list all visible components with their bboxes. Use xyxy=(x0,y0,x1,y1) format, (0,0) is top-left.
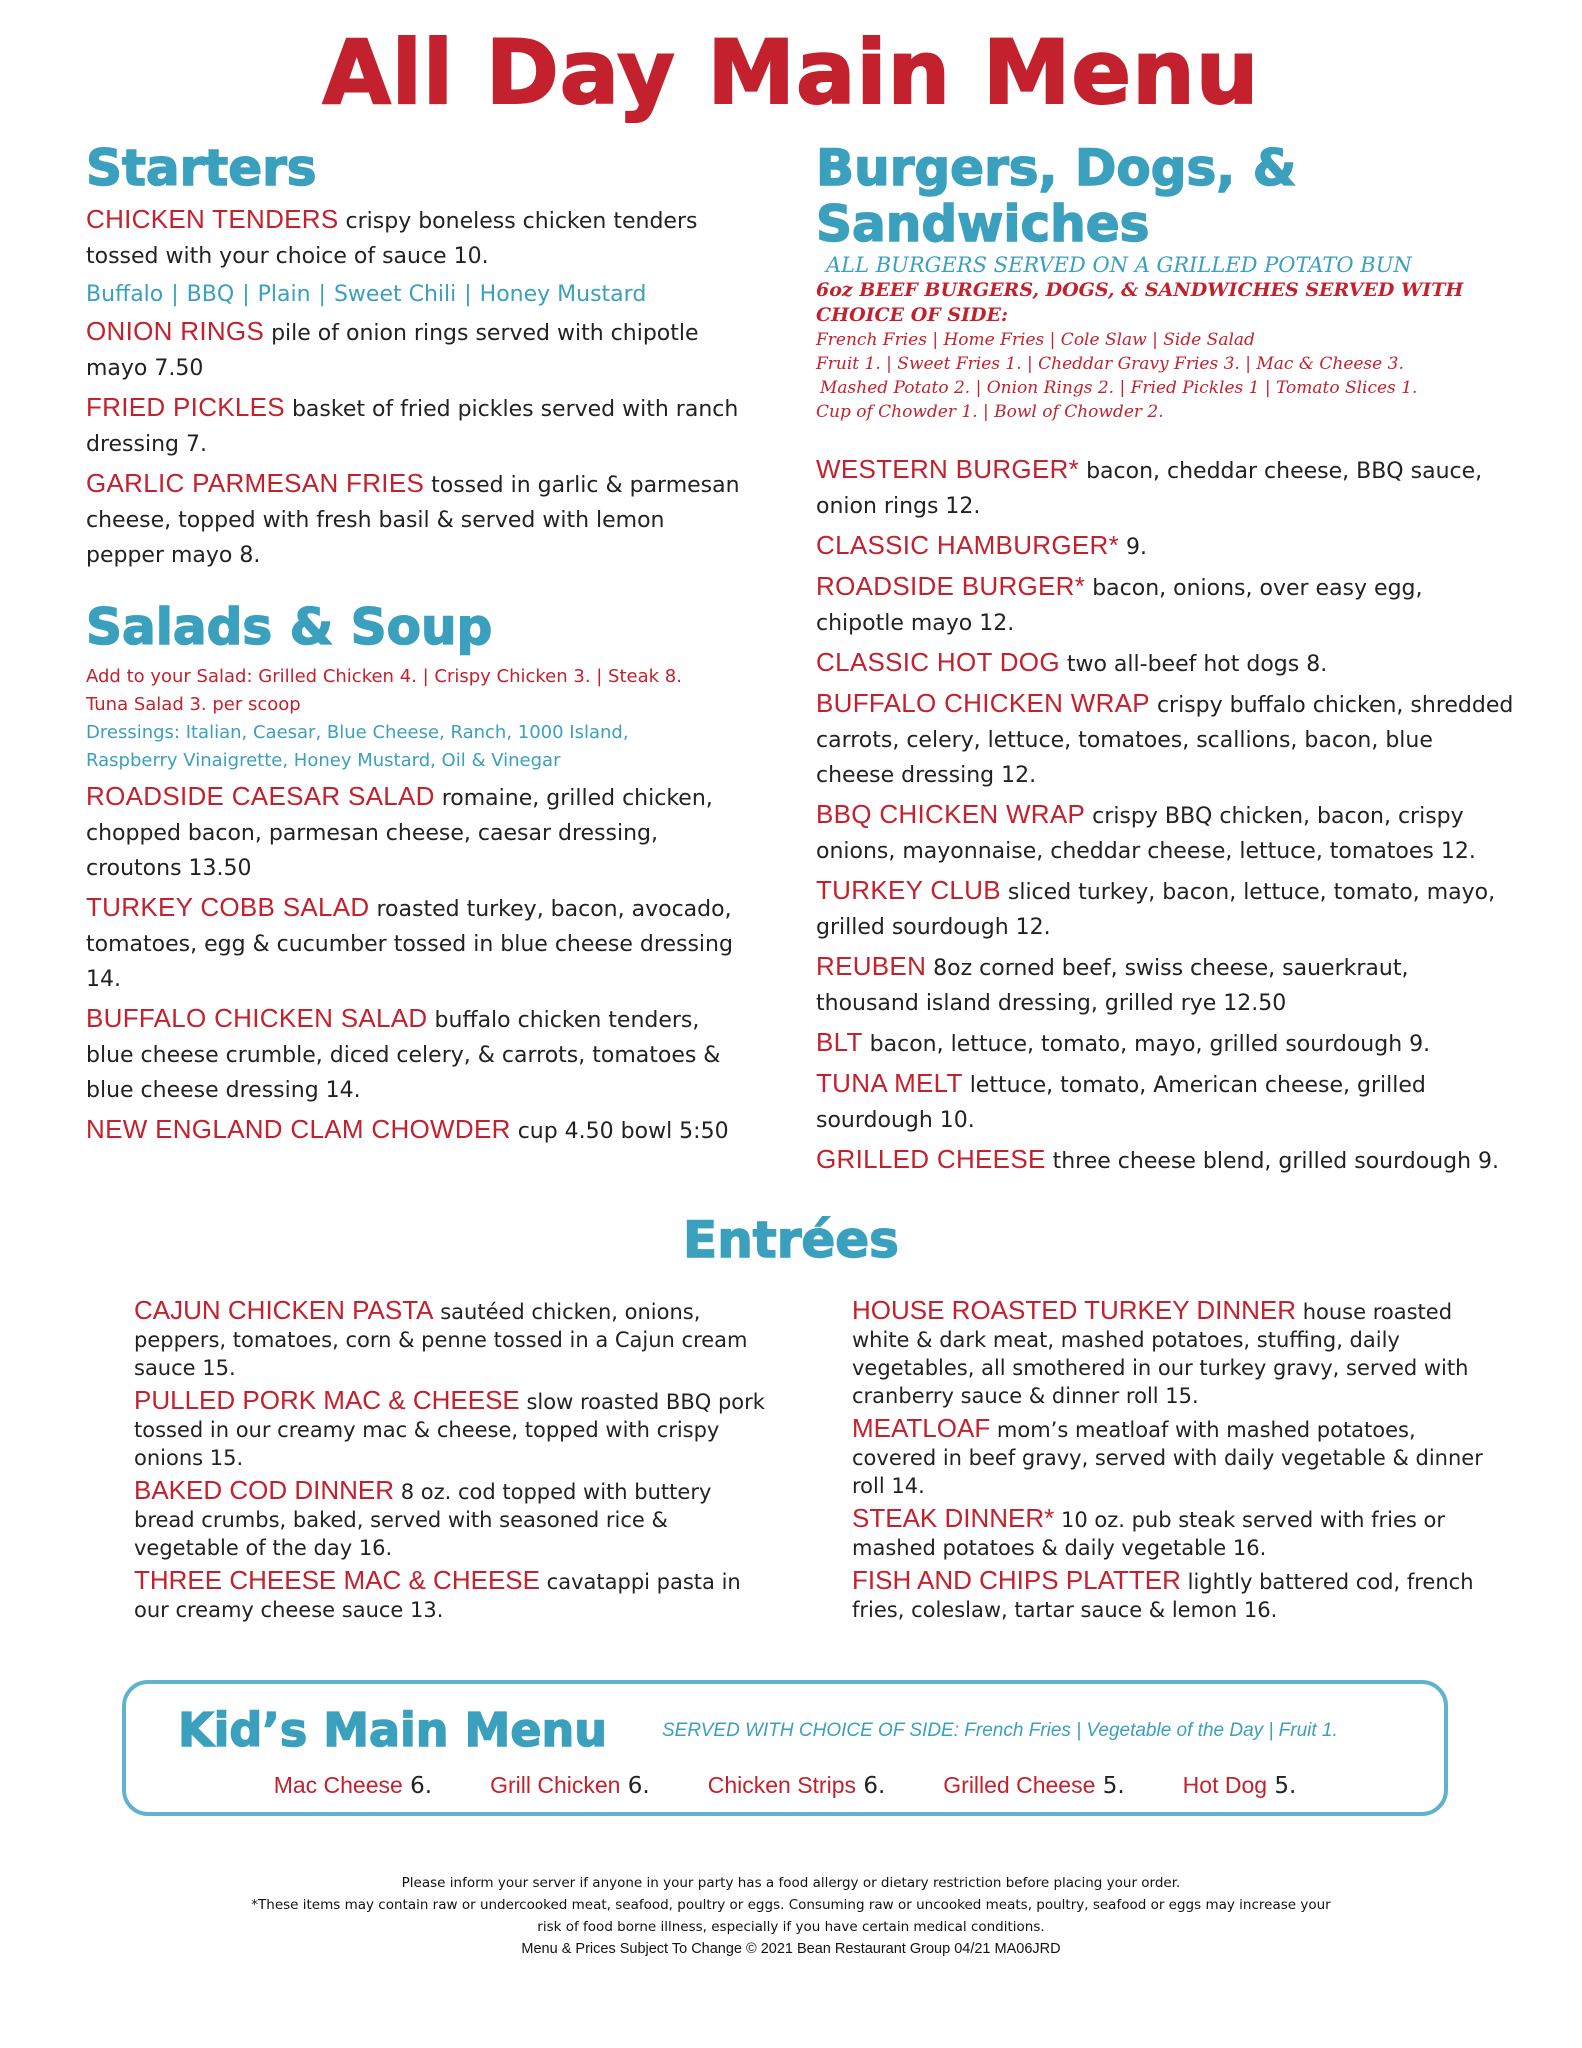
kids-side-note: SERVED WITH CHOICE OF SIDE: French Fries | Vegetable of the Day | Fruit 1. xyxy=(662,1720,1338,1741)
sides-list: French Fries | Home Fries | Cole Slaw | Side Salad xyxy=(816,330,1255,350)
kids-item: Mac Cheese 6. xyxy=(273,1772,433,1799)
item-name: TURKEY CLUB xyxy=(816,875,1001,905)
item-desc: tossed in garlic & parmesan cheese, topped with fresh basil & served with lemon pepper mayo 8. xyxy=(86,473,740,568)
entrees-right xyxy=(852,1296,1492,1628)
kids-menu-box xyxy=(122,1680,1448,1816)
salads-heading: Salads & Soup xyxy=(86,598,493,656)
item-name: CHICKEN TENDERS xyxy=(86,204,339,234)
item-desc: buffalo chicken tenders, blue cheese crumble, diced celery, & carrots, tomatoes & blue cheese dressing 14. xyxy=(86,1008,721,1103)
menu-item xyxy=(134,1566,774,1624)
item-desc: house roasted white & dark meat, mashed potatoes, stuffing, daily vegetables, all smothered in our turkey gravy, served with cranberry sauce & dinner roll 15. xyxy=(852,1300,1469,1408)
menu-item xyxy=(86,1001,746,1108)
item-desc: cavatappi pasta in our creamy cheese sauce 13. xyxy=(134,1570,741,1622)
raw-food-warning: *These items may contain raw or undercooked meat, seafood, poultry or eggs. Consuming raw or uncooked meats, poultry, seafood or eggs may increase your xyxy=(251,1897,1331,1913)
dressings-2: Raspberry Vinaigrette, Honey Mustard, Oil & Vinegar xyxy=(86,750,561,771)
sauce-options: Buffalo | BBQ | Plain | Sweet Chili | Honey Mustard xyxy=(86,282,647,307)
item-desc: three cheese blend, grilled sourdough 9. xyxy=(1052,1149,1500,1174)
item-desc: 9. xyxy=(1126,535,1148,560)
item-name: STEAK DINNER* xyxy=(852,1503,1055,1533)
item-name: FISH AND CHIPS PLATTER xyxy=(852,1565,1181,1595)
item-desc: sliced turkey, bacon, lettuce, tomato, mayo, grilled sourdough 12. xyxy=(816,880,1496,940)
kids-item: Grill Chicken 6. xyxy=(490,1772,650,1799)
item-desc: 8oz corned beef, swiss cheese, sauerkraut, thousand island dressing, grilled rye 12.50 xyxy=(816,956,1409,1016)
menu-item xyxy=(852,1566,1492,1624)
item-name: TURKEY COBB SALAD xyxy=(86,892,370,922)
menu-item xyxy=(816,797,1516,869)
right-column xyxy=(816,140,1516,1183)
item-desc: crispy BBQ chicken, bacon, crispy onions, mayonnaise, cheddar cheese, lettuce, tomatoes 12. xyxy=(816,804,1476,864)
item-desc: crispy boneless chicken tenders tossed with your choice of sauce 10. xyxy=(86,209,698,269)
item-desc: pile of onion rings served with chipotle mayo 7.50 xyxy=(86,321,699,381)
item-desc: mom’s meatloaf with mashed potatoes, covered in beef gravy, served with daily vegetable & dinner roll 14. xyxy=(852,1418,1483,1498)
menu-item xyxy=(816,645,1516,682)
starters-section xyxy=(86,202,746,573)
item-desc: lightly battered cod, french fries, coleslaw, tartar sauce & lemon 16. xyxy=(852,1570,1474,1622)
menu-item xyxy=(816,569,1516,641)
burgers-heading: Burgers, Dogs, & Sandwiches xyxy=(816,139,1297,253)
item-desc: bacon, cheddar cheese, BBQ sauce, onion rings 12. xyxy=(816,459,1483,519)
salads-section xyxy=(86,663,746,1149)
dressings: Dressings: Italian, Caesar, Blue Cheese, Ranch, 1000 Island, xyxy=(86,722,629,743)
item-name: NEW ENGLAND CLAM CHOWDER xyxy=(86,1114,511,1144)
footer xyxy=(0,1872,1582,1960)
item-name: BLT xyxy=(816,1027,863,1057)
item-desc: roasted turkey, bacon, avocado, tomatoes, egg & cucumber tossed in blue cheese dressing 14. xyxy=(86,897,733,992)
item-name: REUBEN xyxy=(816,951,927,981)
kids-items xyxy=(126,1772,1444,1799)
item-name: CLASSIC HAMBURGER* xyxy=(816,530,1120,560)
item-name: ROADSIDE BURGER* xyxy=(816,571,1086,601)
menu-item xyxy=(86,202,746,274)
item-name: CAJUN CHICKEN PASTA xyxy=(134,1295,434,1325)
item-desc: crispy buffalo chicken, shredded carrots, celery, lettuce, tomatoes, scallions, bacon, blue cheese dressing 12. xyxy=(816,693,1514,788)
sides-list: Cup of Chowder 1. | Bowl of Chowder 2. xyxy=(816,402,1164,422)
item-desc: 8 oz. cod topped with buttery bread crumbs, baked, served with seasoned rice & vegetable of the day 16. xyxy=(134,1480,712,1560)
item-name: MEATLOAF xyxy=(852,1413,991,1443)
menu-item xyxy=(816,528,1516,565)
starters-heading: Starters xyxy=(86,139,317,197)
item-name: GARLIC PARMESAN FRIES xyxy=(86,468,425,498)
menu-item xyxy=(852,1296,1492,1410)
menu-item xyxy=(852,1414,1492,1500)
menu-item xyxy=(816,686,1516,793)
menu-item xyxy=(134,1386,774,1472)
menu-item xyxy=(86,890,746,997)
item-desc: bacon, lettuce, tomato, mayo, grilled sourdough 9. xyxy=(869,1032,1431,1057)
menu-item xyxy=(816,1142,1516,1179)
item-desc: sautéed chicken, onions, peppers, tomatoes, corn & penne tossed in a Cajun cream sauce 15. xyxy=(134,1300,748,1380)
sides-list: Fruit 1. | Sweet Fries 1. | Cheddar Gravy Fries 3. | Mac & Cheese 3. xyxy=(816,354,1404,374)
menu-item xyxy=(816,949,1516,1021)
menu-item xyxy=(816,1066,1516,1138)
item-name: FRIED PICKLES xyxy=(86,392,285,422)
salad-addons: Add to your Salad: Grilled Chicken 4. | Crispy Chicken 3. | Steak 8. xyxy=(86,666,682,687)
raw-food-warning-2: risk of food borne illness, especially if you have certain medical conditions. xyxy=(537,1919,1045,1935)
kids-item: Grilled Cheese 5. xyxy=(943,1772,1125,1799)
menu-title: All Day Main Menu xyxy=(322,21,1260,124)
item-name: GRILLED CHEESE xyxy=(816,1144,1046,1174)
menu-item xyxy=(134,1476,774,1562)
entrees-left xyxy=(134,1296,774,1628)
allergy-notice: Please inform your server if anyone in your party has a food allergy or dietary restriction before placing your order. xyxy=(401,1875,1181,1891)
menu-item xyxy=(816,452,1516,524)
item-name: CLASSIC HOT DOG xyxy=(816,647,1060,677)
menu-item xyxy=(86,779,746,886)
item-name: BUFFALO CHICKEN SALAD xyxy=(86,1003,428,1033)
burgers-section xyxy=(816,452,1516,1179)
salad-addons-2: Tuna Salad 3. per scoop xyxy=(86,694,301,715)
side-note: 6oz BEEF BURGERS, DOGS, & SANDWICHES SERVED WITH CHOICE OF SIDE: xyxy=(816,279,1464,326)
item-desc: two all-beef hot dogs 8. xyxy=(1066,652,1328,677)
item-desc: romaine, grilled chicken, chopped bacon, parmesan cheese, caesar dressing, croutons 13.50 xyxy=(86,786,713,881)
item-name: BBQ CHICKEN WRAP xyxy=(816,799,1086,829)
item-name: THREE CHEESE MAC & CHEESE xyxy=(134,1565,540,1595)
kids-item: Chicken Strips 6. xyxy=(707,1772,886,1799)
kids-heading: Kid’s Main Menu xyxy=(178,1703,608,1757)
item-name: BAKED COD DINNER xyxy=(134,1475,395,1505)
item-name: ROADSIDE CAESAR SALAD xyxy=(86,781,435,811)
item-name: ONION RINGS xyxy=(86,316,265,346)
left-column xyxy=(86,140,746,1153)
menu-item xyxy=(86,314,746,386)
kids-item: Hot Dog 5. xyxy=(1182,1772,1297,1799)
menu-item xyxy=(816,1025,1516,1062)
item-desc: bacon, onions, over easy egg, chipotle mayo 12. xyxy=(816,576,1423,636)
item-desc: lettuce, tomato, American cheese, grilled sourdough 10. xyxy=(816,1073,1426,1133)
menu-item xyxy=(86,390,746,462)
item-name: BUFFALO CHICKEN WRAP xyxy=(816,688,1150,718)
sides-list: Mashed Potato 2. | Onion Rings 2. | Fried Pickles 1 | Tomato Slices 1. xyxy=(820,378,1418,398)
item-desc: cup 4.50 bowl 5:50 xyxy=(517,1119,729,1144)
item-name: TUNA MELT xyxy=(816,1068,963,1098)
item-desc: basket of fried pickles served with ranch dressing 7. xyxy=(86,397,739,457)
copyright: Menu & Prices Subject To Change © 2021 Bean Restaurant Group 04/21 MA06JRD xyxy=(521,1941,1061,1957)
item-name: HOUSE ROASTED TURKEY DINNER xyxy=(852,1295,1297,1325)
item-name: PULLED PORK MAC & CHEESE xyxy=(134,1385,520,1415)
item-name: WESTERN BURGER* xyxy=(816,454,1080,484)
entrees-heading: Entrées xyxy=(683,1211,899,1269)
item-desc: 10 oz. pub steak served with fries or mashed potatoes & daily vegetable 16. xyxy=(852,1508,1445,1560)
menu-item xyxy=(86,1112,746,1149)
menu-item xyxy=(86,466,746,573)
item-desc: slow roasted BBQ pork tossed in our creamy mac & cheese, topped with crispy onions 15. xyxy=(134,1390,765,1470)
menu-item xyxy=(134,1296,774,1382)
menu-item xyxy=(852,1504,1492,1562)
bun-note: ALL BURGERS SERVED ON A GRILLED POTATO BUN xyxy=(826,253,1412,277)
menu-item xyxy=(816,873,1516,945)
